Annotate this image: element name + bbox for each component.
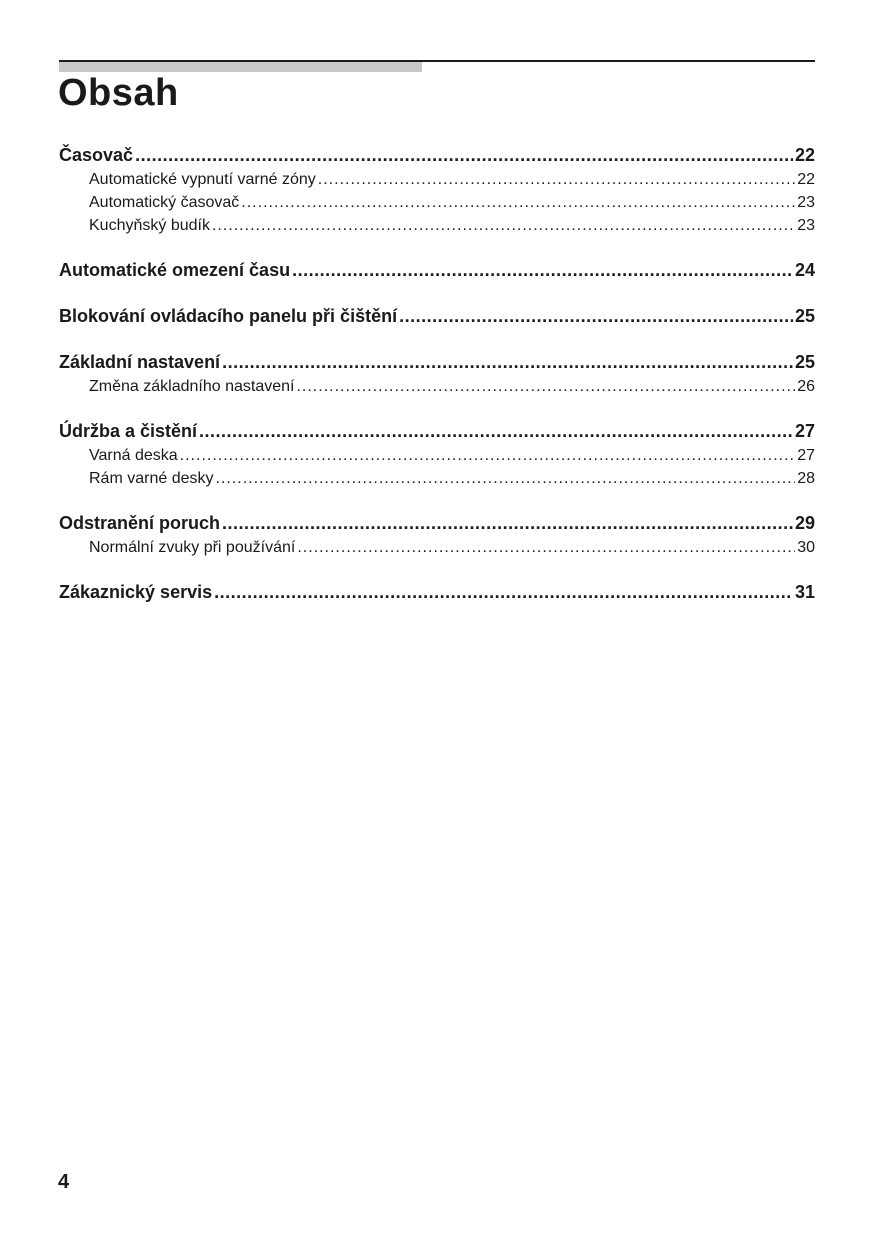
toc-entry-label: Automatické omezení času (59, 260, 291, 280)
dot-leader (212, 214, 795, 237)
toc-entry-page: 29 (794, 513, 815, 533)
toc-group (59, 349, 815, 398)
toc-entry-page: 25 (794, 306, 815, 326)
toc-subentry-label: Normální zvuky při používání (89, 539, 296, 556)
toc-entry-label: Zákaznický servis (59, 582, 213, 602)
toc-entry[interactable] (59, 303, 815, 329)
dot-leader (292, 257, 793, 283)
toc-subentry-label: Automatický časovač (89, 194, 240, 211)
dot-leader (297, 536, 795, 559)
dot-leader (399, 303, 793, 329)
toc-entry-page: 27 (794, 421, 815, 441)
dot-leader (318, 168, 795, 191)
dot-leader (296, 375, 795, 398)
dot-leader (222, 510, 793, 536)
toc-subentry[interactable] (59, 191, 815, 214)
toc-entry[interactable] (59, 257, 815, 283)
table-of-contents (59, 142, 815, 625)
dot-leader (180, 444, 796, 467)
dot-leader (241, 191, 795, 214)
toc-subentry-page: 30 (797, 539, 815, 556)
toc-subentry-label: Kuchyňský budík (89, 217, 210, 234)
toc-group (59, 303, 815, 329)
toc-entry-page: 31 (794, 582, 815, 602)
toc-entry-page: 22 (794, 145, 815, 165)
toc-group (59, 257, 815, 283)
page-title: Obsah (58, 72, 179, 114)
dot-leader (216, 467, 796, 490)
toc-entry-label: Blokování ovládacího panelu při čištění (59, 306, 398, 326)
toc-entry[interactable] (59, 142, 815, 168)
toc-entry-page: 25 (794, 352, 815, 372)
toc-subentry-page: 23 (797, 217, 815, 234)
toc-subentry-page: 26 (797, 378, 815, 395)
toc-subentry-page: 23 (797, 194, 815, 211)
toc-entry[interactable] (59, 579, 815, 605)
toc-entry[interactable] (59, 418, 815, 444)
toc-subentry-label: Změna základního nastavení (89, 378, 295, 395)
toc-entry-label: Základní nastavení (59, 352, 221, 372)
dot-leader (199, 418, 793, 444)
toc-subentry[interactable] (59, 214, 815, 237)
page-number: 4 (58, 1171, 70, 1193)
toc-subentry-label: Rám varné desky (89, 470, 214, 487)
dot-leader (222, 349, 793, 375)
toc-subentry-label: Automatické vypnutí varné zóny (89, 171, 316, 188)
toc-subentry[interactable] (59, 168, 815, 191)
toc-subentry-page: 28 (797, 470, 815, 487)
toc-entry[interactable] (59, 349, 815, 375)
toc-subentry[interactable] (59, 467, 815, 490)
toc-subentry[interactable] (59, 375, 815, 398)
toc-subentry-page: 27 (797, 447, 815, 464)
header-accent-bar (59, 62, 422, 72)
toc-subentry[interactable] (59, 444, 815, 467)
toc-group (59, 142, 815, 237)
toc-entry-label: Údržba a čistění (59, 421, 198, 441)
dot-leader (135, 142, 793, 168)
toc-subentry-label: Varná deska (89, 447, 178, 464)
toc-entry-label: Odstranění poruch (59, 513, 221, 533)
toc-group (59, 418, 815, 490)
toc-entry-label: Časovač (59, 145, 134, 165)
toc-entry[interactable] (59, 510, 815, 536)
toc-entry-page: 24 (794, 260, 815, 280)
toc-group (59, 510, 815, 559)
dot-leader (214, 579, 793, 605)
toc-subentry-page: 22 (797, 171, 815, 188)
toc-group (59, 579, 815, 605)
toc-subentry[interactable] (59, 536, 815, 559)
